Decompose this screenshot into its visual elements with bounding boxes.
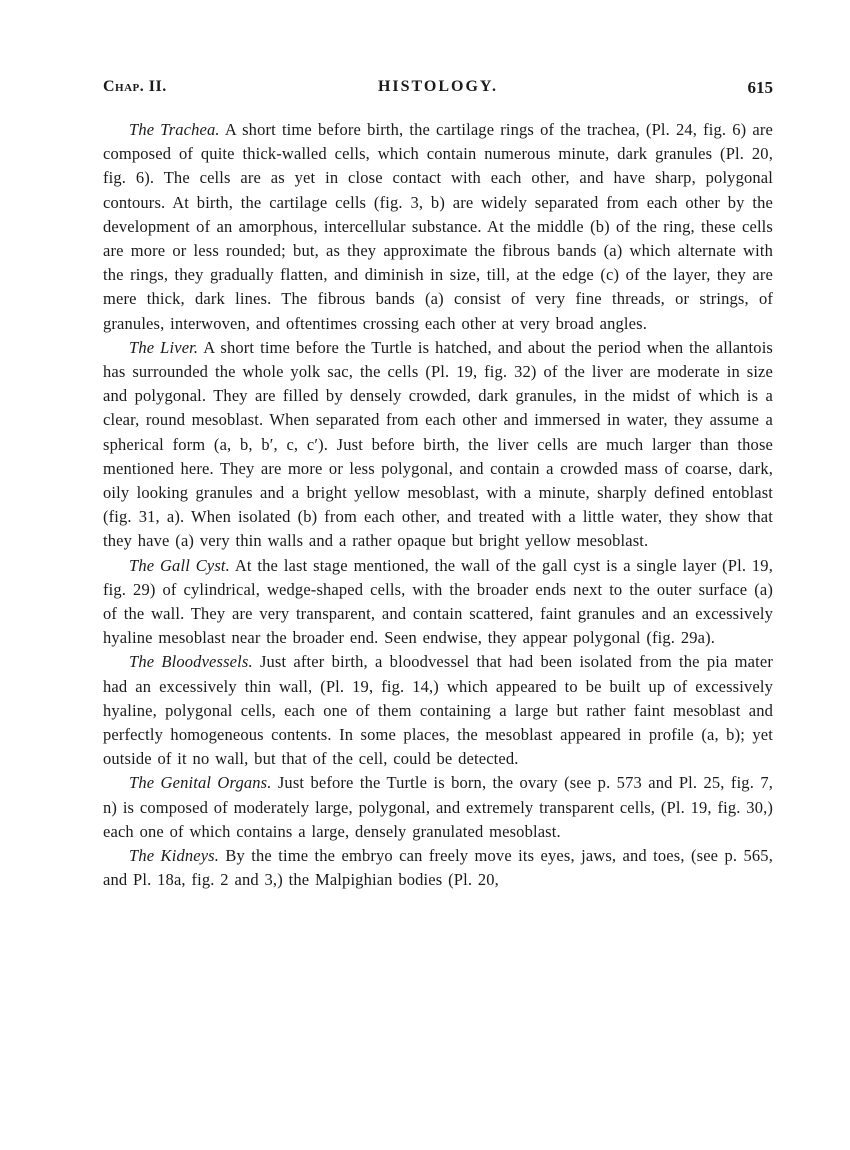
- page-number: 615: [747, 78, 773, 97]
- running-head: [103, 78, 773, 102]
- section-heading-genital-organs: The Genital Organs.: [129, 773, 272, 793]
- paragraph-bloodvessels: [103, 650, 773, 771]
- paragraph-text-genital-organs: Just before the Turtle is born, the ovary (see p. 573 and Pl. 25, fig. 7, n) is composed of moderately large, polygonal, and extremely transparent cells, (Pl. 19, fig. 30,) each one of which contains a large, densely granulated mesoblast.: [103, 773, 774, 841]
- paragraph-text-gall-cyst: At the last stage mentioned, the wall of the gall cyst is a single layer (Pl. 19, fig. 29) of cylindrical, wedge-shaped cells, with the broader ends next to the outer surface (a) of the wall. They are very transparent, and contain scattered, faint granules and an excessively hyaline mesoblast near the broader end. Seen endwise, they appear polygonal (fig. 29a).: [103, 555, 773, 648]
- page-title: HISTOLOGY.: [377, 78, 499, 95]
- paragraph-trachea: [103, 118, 773, 336]
- section-heading-liver: The Liver.: [129, 337, 199, 357]
- book-page: [103, 78, 773, 893]
- section-heading-kidneys: The Kidneys.: [129, 846, 220, 866]
- paragraph-gall-cyst: [103, 554, 773, 651]
- paragraph-text-liver: A short time before the Turtle is hatched, and about the period when the allantois has surrounded the whole yolk sac, the cells (Pl. 19, fig. 32) of the liver are moderate in size and polygonal. They are filled by densely crowded, dark granules, in the midst of which is a clear, round mesoblast. When separated from each other and immersed in water, they assume a spherical form (a, b, b′, c, c′). Just before birth, the liver cells are much larger than those mentioned here. They are more or less polygonal, and contain a crowded mass of coarse, dark, oily looking granules and a bright yellow mesoblast, with a minute, sharply defined entoblast (fig. 31, a). When isolated (b) from each other, and treated with a little water, they show that they have (a) very thin walls and a rather opaque but bright yellow mesoblast.: [103, 337, 774, 551]
- chapter-label: Chap. II.: [103, 78, 167, 95]
- paragraph-kidneys: [103, 844, 773, 892]
- paragraph-liver: [103, 336, 773, 554]
- paragraph-text-bloodvessels: Just after birth, a bloodvessel that had been isolated from the pia mater had an excessively thin wall, (Pl. 19, fig. 14,) which appeared to be built up of excessively hyaline, polygonal cells, each one of them containing a large but rather faint mesoblast and perfectly homogeneous contents. In some places, the mesoblast appeared in profile (a, b); yet outside of it no wall, but that of the cell, could be detected.: [103, 652, 773, 769]
- paragraph-text-kidneys: By the time the embryo can freely move its eyes, jaws, and toes, (see p. 565, and Pl. 18a, fig. 2 and 3,) the Malpighian bodies (Pl. 20,: [103, 846, 773, 890]
- section-heading-gall-cyst: The Gall Cyst.: [129, 555, 230, 575]
- section-heading-bloodvessels: The Bloodvessels.: [129, 652, 253, 672]
- paragraph-text-trachea: A short time before birth, the cartilage rings of the trachea, (Pl. 24, fig. 6) are composed of quite thick-walled cells, which contain numerous minute, dark granules (Pl. 20, fig. 6). The cells are as yet in close contact with each other, and have sharp, polygonal contours. At birth, the cartilage cells (fig. 3, b) are widely separated from each other by the development of an amorphous, intercellular substance. At the middle (b) of the ring, these cells are more or less rounded; but, as they approximate the fibrous bands (a) which alternate with the rings, they gradually flatten, and diminish in size, till, at the edge (c) of the layer, they are mere thick, dark lines. The fibrous bands (a) consist of very fine threads, or strings, of granules, interwoven, and oftentimes crossing each other at very broad angles.: [103, 120, 773, 333]
- section-heading-trachea: The Trachea.: [129, 120, 220, 139]
- paragraph-genital-organs: [103, 771, 773, 844]
